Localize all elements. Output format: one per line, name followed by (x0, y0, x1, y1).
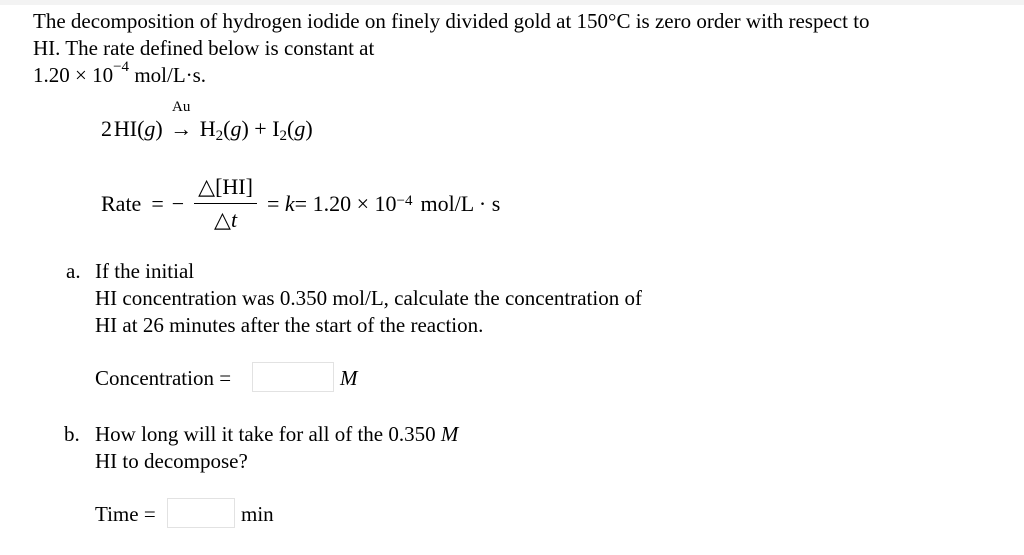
part-a-line-3: HI at 26 minutes after the start of the reaction. (95, 313, 484, 337)
product-2-subscript: 2 (279, 128, 288, 144)
intro-rate-value: 1.20 × 10 (33, 63, 114, 87)
time-label: Time = (95, 502, 156, 526)
arrow-symbol: → (170, 116, 193, 141)
rate-constant-symbol: k (284, 190, 295, 216)
product-2: I (272, 116, 280, 141)
rate-denominator (214, 204, 237, 233)
rate-numerator: △[HI] (194, 174, 257, 204)
reaction-equation: 2 HI(g) Au → $H_2(g) + I_2(g)$ (101, 112, 313, 146)
problem-intro (33, 8, 993, 89)
reactant-phase: g (144, 116, 156, 141)
intro-rate-line (33, 59, 993, 89)
top-border (0, 0, 1024, 5)
rate-label: Rate (101, 190, 142, 216)
intro-line-2: HI. The rate defined below is constant at (33, 36, 375, 60)
part-b-line-1 (95, 421, 458, 448)
reactant: HI (113, 116, 138, 141)
rate-equals: = (151, 190, 164, 216)
intro-line-1: The decomposition of hydrogen iodide on finely divided gold at 150°C is zero order with respect to (33, 9, 870, 33)
intro-rate-unit: mol/L·s. (134, 63, 207, 87)
catalyst-label: Au (172, 99, 191, 115)
delta-symbol: △ (214, 207, 231, 232)
time-unit: min (241, 502, 274, 526)
concentration-input[interactable] (252, 362, 334, 392)
reaction-arrow (168, 99, 194, 146)
time-input[interactable] (167, 498, 235, 528)
rate-fraction (194, 174, 257, 233)
plus-sign: + (254, 116, 267, 141)
rate-minus: − (171, 190, 185, 216)
reactant-coefficient: 2 (101, 116, 112, 141)
part-b-letter: b. (64, 422, 80, 446)
product-1: H (199, 116, 216, 141)
concentration-unit: M (340, 366, 358, 390)
time-variable: t (230, 207, 238, 232)
product-2-phase: g (294, 116, 306, 141)
concentration-label: Concentration = (95, 366, 232, 390)
rate-expression: Rate = − $\frac{\triangle[HI]}{\triangle t}$ = k = 1.20 × 10 $^{-4}$ mol/L · s (101, 174, 501, 232)
part-a-line-1: If the initial (95, 259, 195, 283)
rate-constant-value: = 1.20 × 10 (294, 190, 397, 216)
rate-constant-unit: mol/L · s (420, 190, 501, 216)
product-1-phase: g (230, 116, 242, 141)
part-b-molarity-unit: M (440, 422, 459, 446)
k-equals: = (266, 190, 280, 216)
part-a-line-2: HI concentration was 0.350 mol/L, calculate the concentration of (95, 286, 642, 310)
part-b-line-1-text: How long will it take for all of the 0.350 (95, 422, 441, 446)
part-b-line-2: HI to decompose? (95, 449, 248, 473)
part-a-letter: a. (66, 259, 81, 283)
intro-rate-exponent: −4 (113, 59, 130, 75)
product-1-subscript: 2 (215, 128, 224, 144)
